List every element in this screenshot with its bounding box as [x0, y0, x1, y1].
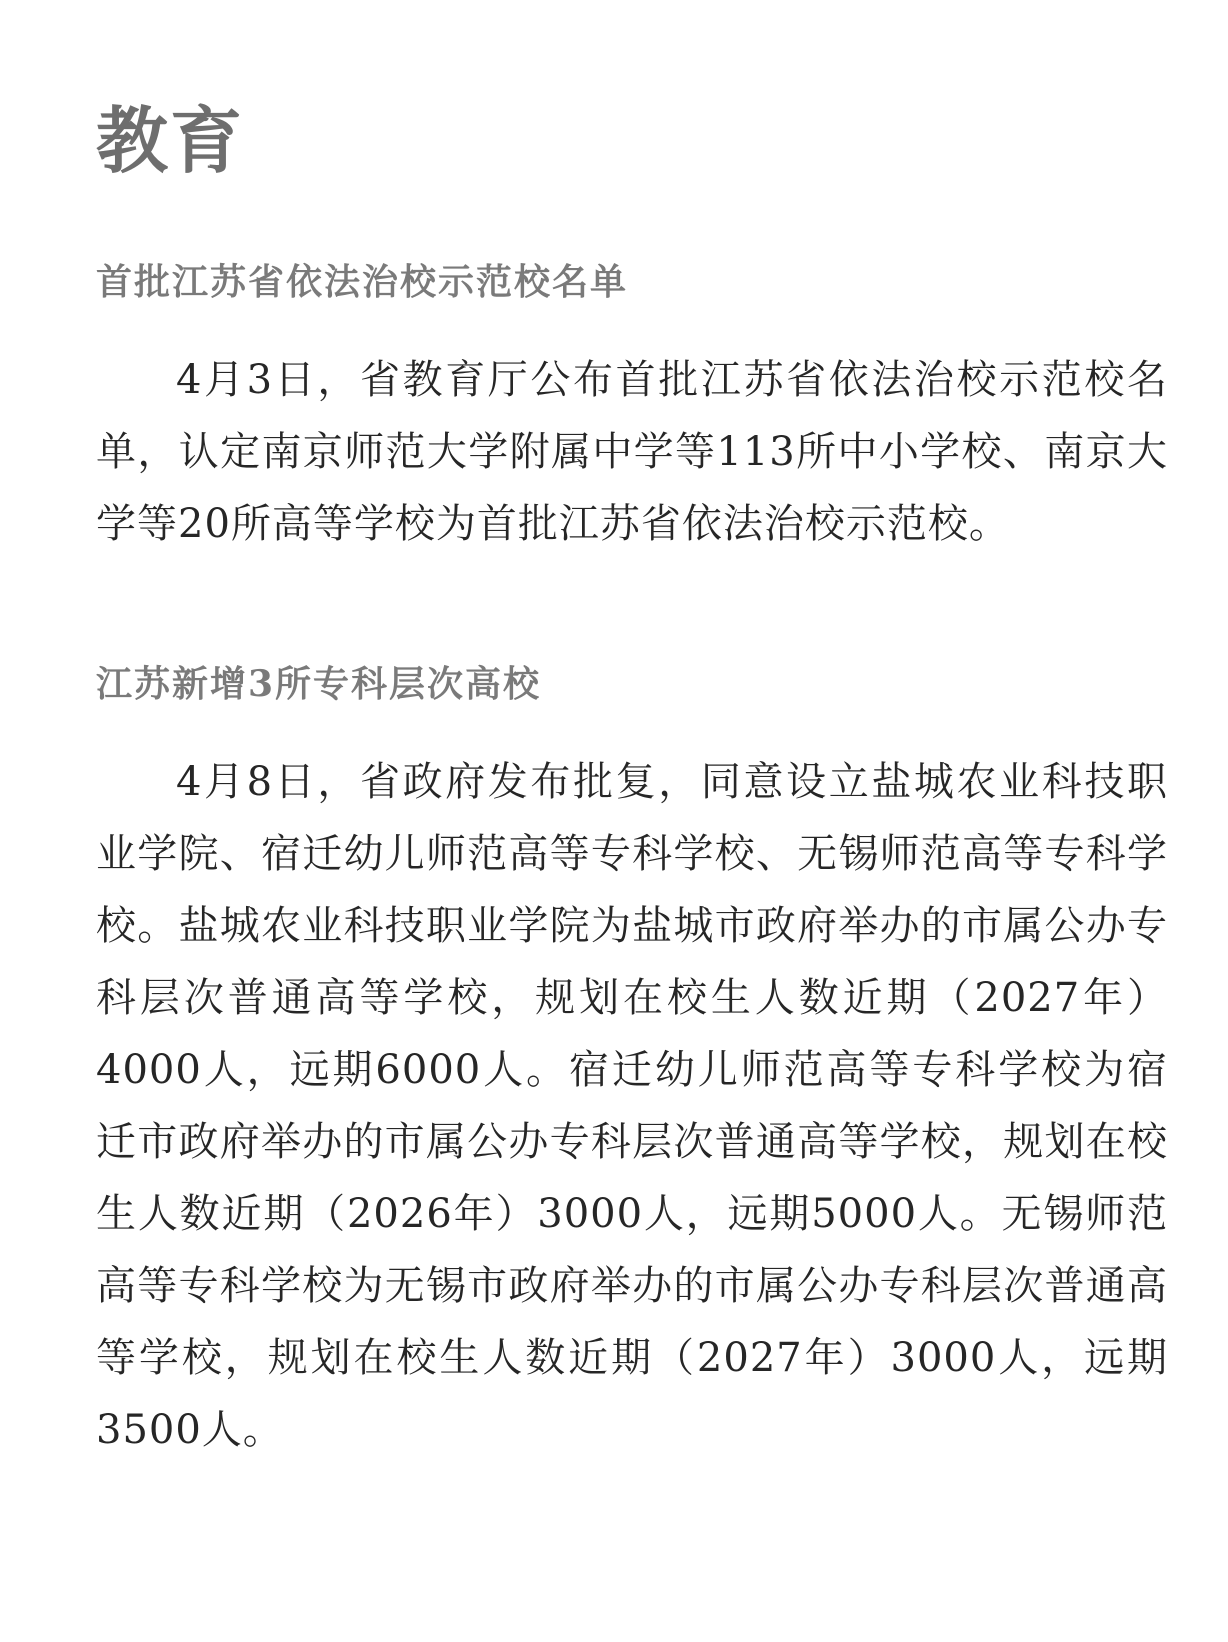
- article-body-law-based-school-list: 4月3日，省教育厅公布首批江苏省依法治校示范校名单，认定南京师范大学附属中学等113所中小学校、南京大学等20所高等学校为首批江苏省依法治校示范校。: [96, 357, 1168, 547]
- article-heading-law-based-school-list: 首批江苏省依法治校示范校名单: [96, 261, 629, 303]
- article-body-new-colleges: 4月8日，省政府发布批复，同意设立盐城农业科技职业学院、宿迁幼儿师范高等专科学校、无锡师范高等专科学校。盐城农业科技职业学院为盐城市政府举办的市属公办专科层次普通高等学校，规划在校生人数近期（2027年）4000人，远期6000人。宿迁幼儿师范高等专科学校为宿迁市政府举办的市属公办专科层次普通高等学校，规划在校生人数近期（2026年）3000人，远期5000人。无锡师范高等专科学校为无锡市政府举办的市属公办专科层次普通高等学校，规划在校生人数近期（2027年）3000人，远期3500人。: [96, 759, 1168, 1453]
- article-heading-new-colleges: 江苏新增3所专科层次高校: [96, 663, 542, 705]
- section-title: 教育: [96, 99, 245, 183]
